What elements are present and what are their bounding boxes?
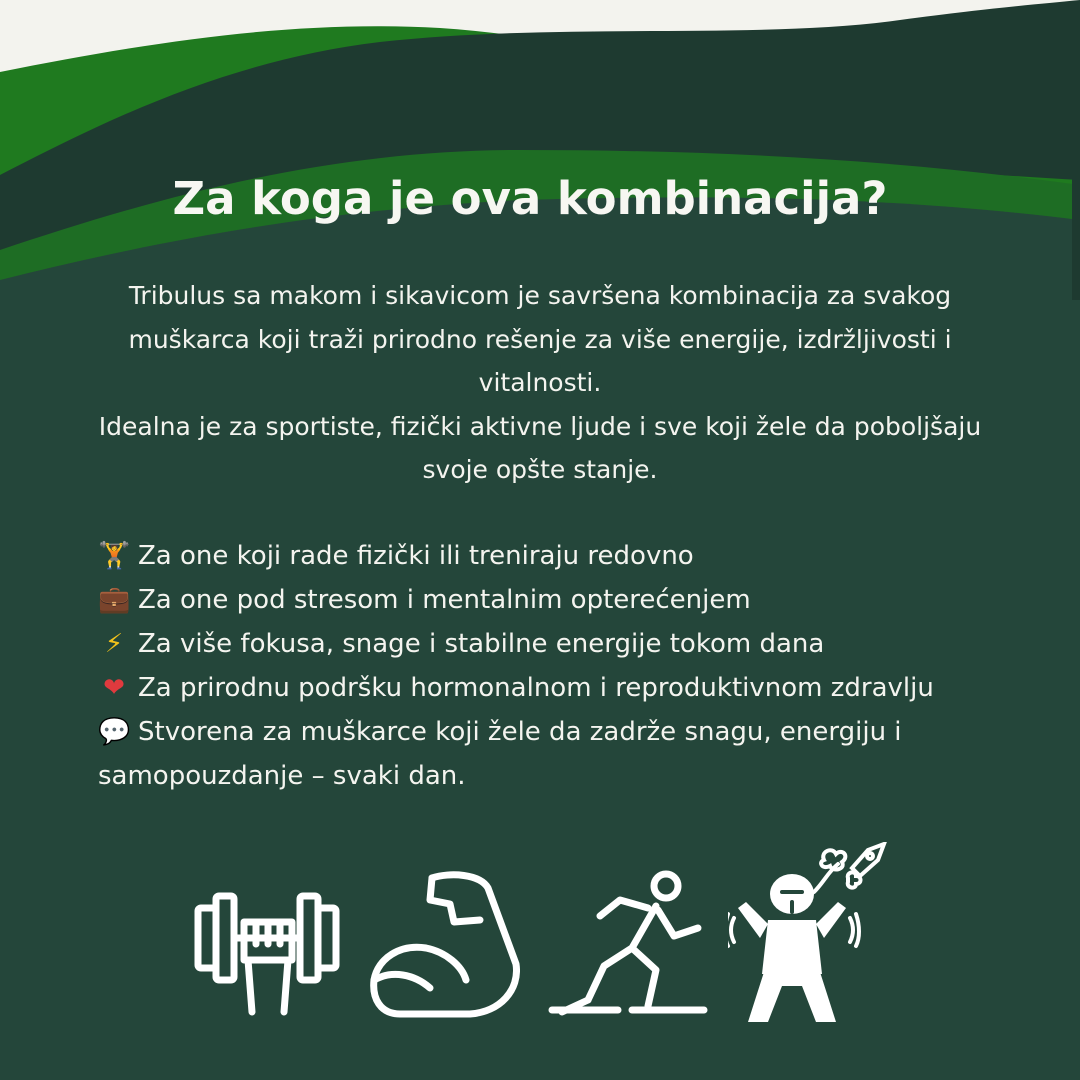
- weightlifter-icon: 🏋: [98, 541, 131, 571]
- speech-bubble-icon: 💬: [98, 717, 131, 747]
- list-item-text: Za prirodnu podršku hormonalnom i reproduktivnom zdravlju: [138, 673, 934, 703]
- intro-paragraph: Idealna je za sportiste, fizički aktivne ljude i sve koji žele da poboljšaju svoje opšte stanje.: [98, 411, 982, 484]
- list-item: [98, 622, 1038, 666]
- page-title: Za koga je ova kombinacija?: [172, 172, 888, 225]
- lightning-icon: ⚡: [104, 629, 124, 659]
- list-item: [98, 534, 1038, 578]
- list-item-text: Za one pod stresom i mentalnim opterećenjem: [138, 585, 751, 615]
- benefit-list: [98, 534, 1038, 798]
- intro-paragraph: Tribulus sa makom i sikavicom je savršena kombinacija za svakog muškarca koji traži prirodno rešenje za više energije, izdržljivosti i vitalnosti.: [128, 281, 952, 397]
- briefcase-icon: 💼: [98, 585, 131, 615]
- list-item: [98, 578, 1038, 622]
- list-item: [98, 666, 1038, 710]
- list-item: [98, 710, 1038, 798]
- decorative-header-waves: [0, 0, 1080, 300]
- energetic-man-rocket-icon: [728, 842, 898, 1028]
- heart-icon: ❤: [103, 673, 125, 703]
- flexed-arm-icon: [370, 870, 520, 1020]
- list-item-text: Za više fokusa, snage i stabilne energije tokom dana: [138, 629, 825, 659]
- running-man-icon: [548, 866, 708, 1016]
- list-item-text: Stvorena za muškarce koji žele da zadrže snagu, energiju i samopouzdanje – svaki dan.: [98, 717, 902, 791]
- dumbbell-fist-icon: [192, 884, 342, 1016]
- intro-text: [70, 274, 1010, 492]
- list-item-text: Za one koji rade fizički ili treniraju redovno: [138, 541, 694, 571]
